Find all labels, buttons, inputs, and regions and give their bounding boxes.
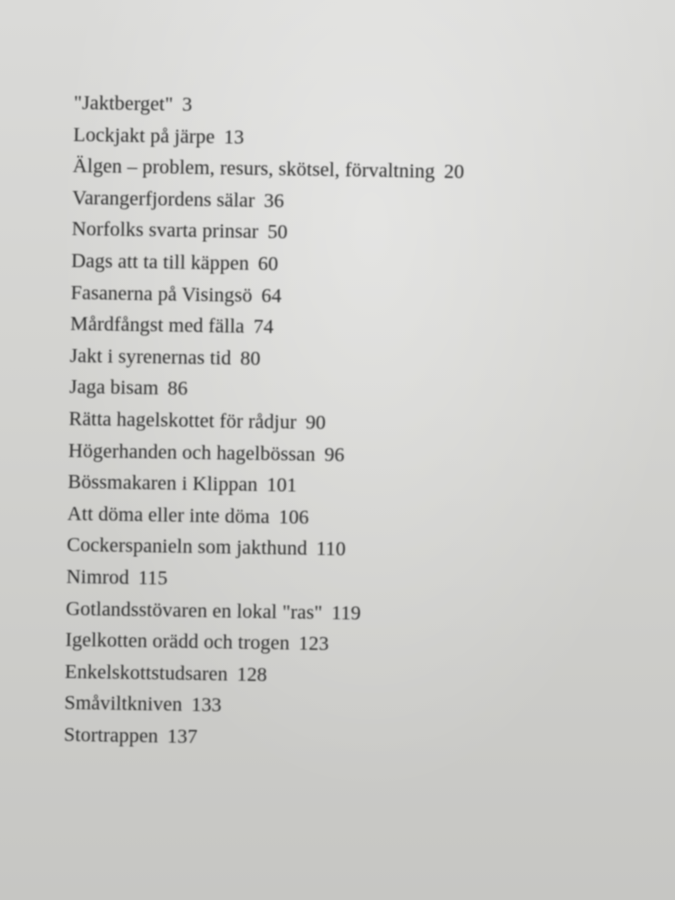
toc-entry-page: 86 <box>167 377 188 401</box>
toc-entry-title: Nimrod <box>66 565 130 589</box>
toc-entry-title: Norfolks svarta prinsar <box>71 218 259 244</box>
toc-entry-title: Varangerfjordens sälar <box>72 186 256 212</box>
toc-entry-page: 60 <box>257 252 279 276</box>
toc-entry-title: Stortrappen <box>63 723 159 748</box>
toc-entry-page: 64 <box>261 284 282 307</box>
toc-entry-page: 13 <box>223 125 245 149</box>
toc-entry-page: 119 <box>331 601 362 625</box>
toc-entry-title: Jaga bisam <box>69 376 159 400</box>
toc-entry-title: Enkelskottstudsaren <box>64 660 228 686</box>
toc-entry-title: Fasanerna på Visingsö <box>70 281 253 307</box>
toc-entry-page: 101 <box>266 474 298 497</box>
toc-entry-page: 74 <box>253 316 274 339</box>
toc-entry-page: 133 <box>191 694 222 717</box>
toc-entry-page: 123 <box>298 632 330 656</box>
toc-entry-page: 3 <box>181 93 193 116</box>
toc-entry-page: 90 <box>305 411 326 434</box>
toc-entry-title: Mårdfångst med fälla <box>70 313 245 338</box>
toc-entry-title: Att döma eller inte döma <box>67 502 270 528</box>
table-of-contents <box>64 88 654 760</box>
toc-entry-title: Dags att ta till käppen <box>71 249 250 275</box>
toc-entry-page: 50 <box>267 221 288 244</box>
toc-entry-title: Rätta hagelskottet för rådjur <box>68 407 297 434</box>
toc-entry-page: 137 <box>167 725 198 748</box>
toc-entry-title: Älgen – problem, resurs, skötsel, förvaltning <box>72 155 436 183</box>
toc-entry-title: Jakt i syrenernas tid <box>69 344 232 370</box>
toc-entry-title: Igelkotten orädd och trogen <box>65 629 290 655</box>
toc-entry-page: 96 <box>324 443 345 466</box>
toc-entry-page: 110 <box>316 538 346 561</box>
toc-entry-title: Gotlandsstövaren en lokal "ras" <box>65 597 323 624</box>
toc-entry-page: 128 <box>236 663 268 686</box>
toc-entry-page: 36 <box>263 189 285 213</box>
toc-entry-title: Bössmakaren i Klippan <box>67 471 258 497</box>
toc-entry-title: Lockjakt på järpe <box>73 123 216 148</box>
toc-entry-title: Cockerspanieln som jakthund <box>66 534 308 561</box>
toc-entry-page: 20 <box>443 161 465 184</box>
toc-entry-title: Småviltkniven <box>64 692 183 717</box>
toc-entry-title: "Jaktberget" <box>73 91 174 116</box>
toc-entry-page: 80 <box>240 347 261 370</box>
toc-entry-page: 115 <box>137 566 168 590</box>
toc-entry-title: Högerhanden och hagelbössan <box>68 439 316 466</box>
toc-entry-page: 106 <box>278 505 310 529</box>
